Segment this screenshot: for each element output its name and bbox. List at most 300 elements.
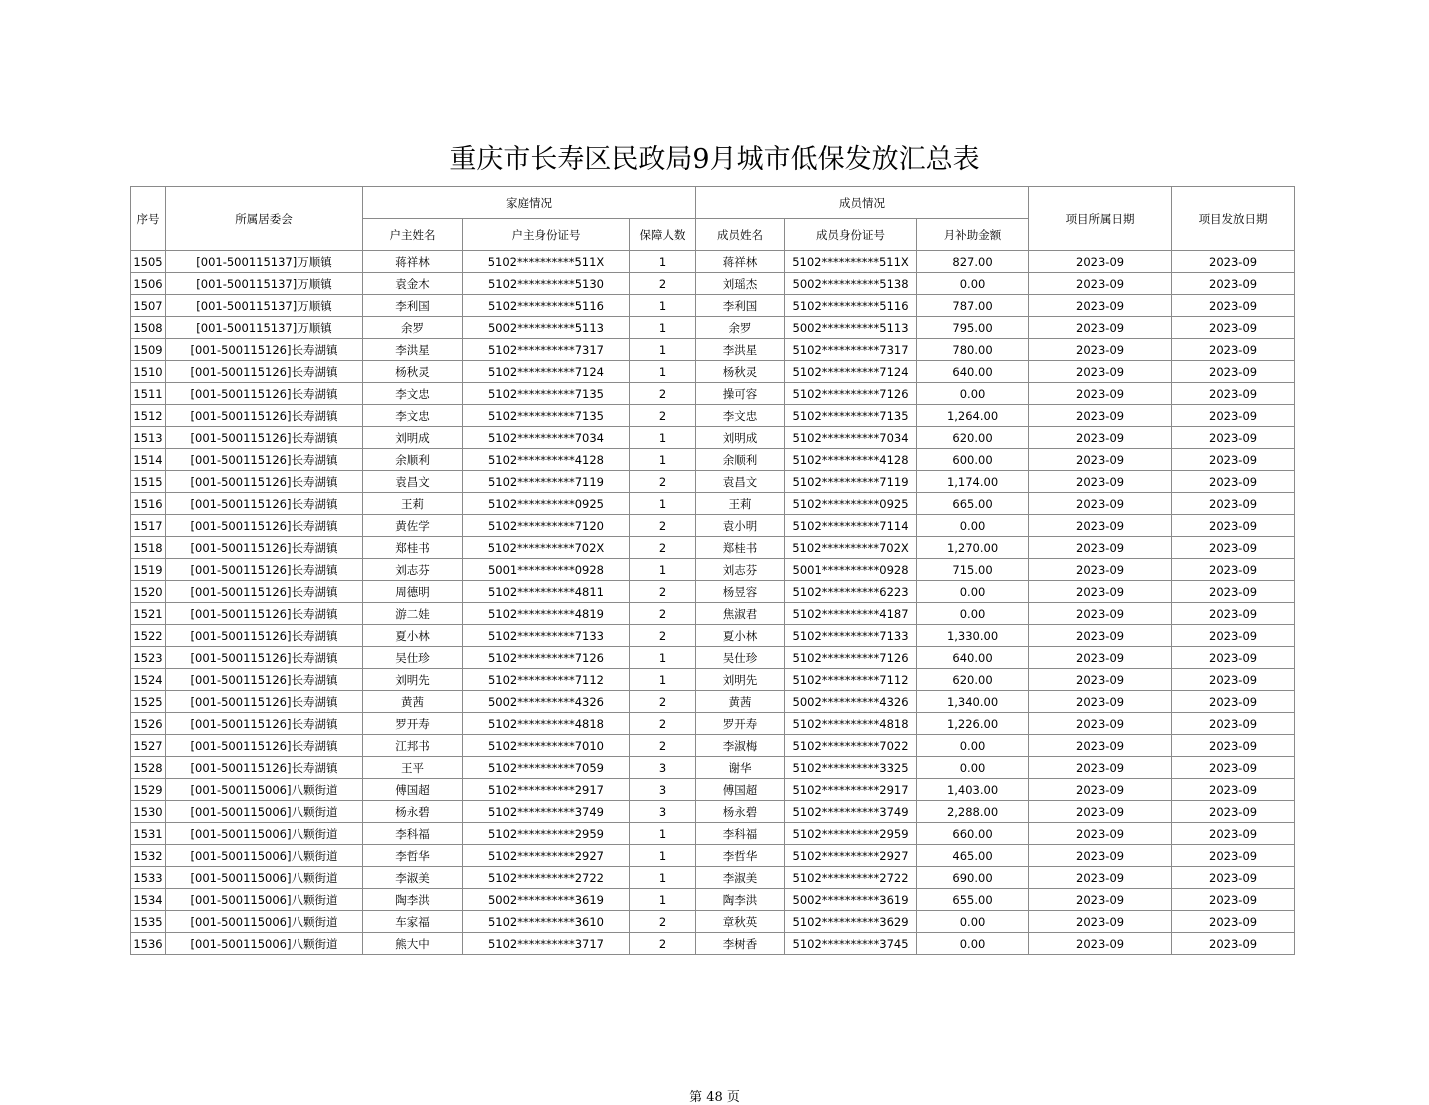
cell-member-name: 刘明先 (696, 669, 785, 691)
cell-project-date: 2023-09 (1029, 317, 1172, 339)
cell-head-id: 5102**********2917 (463, 779, 630, 801)
cell-head-id: 5102**********4811 (463, 581, 630, 603)
cell-member-name: 李洪星 (696, 339, 785, 361)
cell-count: 1 (630, 889, 696, 911)
cell-member-name: 陶李洪 (696, 889, 785, 911)
cell-count: 2 (630, 603, 696, 625)
cell-count: 1 (630, 845, 696, 867)
cell-project-date: 2023-09 (1029, 647, 1172, 669)
cell-head-name: 黄佐学 (363, 515, 463, 537)
cell-seq: 1520 (131, 581, 166, 603)
cell-committee: [001-500115126]长寿湖镇 (166, 603, 363, 625)
header-committee: 所属居委会 (166, 187, 363, 251)
cell-member-name: 刘志芬 (696, 559, 785, 581)
cell-issue-date: 2023-09 (1172, 647, 1295, 669)
cell-member-name: 傅国超 (696, 779, 785, 801)
cell-count: 2 (630, 515, 696, 537)
cell-amount: 1,174.00 (917, 471, 1029, 493)
cell-committee: [001-500115006]八颗街道 (166, 779, 363, 801)
table-row (131, 317, 1295, 339)
header-head-name: 户主姓名 (363, 219, 463, 251)
cell-amount: 665.00 (917, 493, 1029, 515)
cell-count: 1 (630, 339, 696, 361)
cell-head-name: 周德明 (363, 581, 463, 603)
cell-head-id: 5102**********4819 (463, 603, 630, 625)
cell-amount: 640.00 (917, 647, 1029, 669)
table-row (131, 823, 1295, 845)
cell-issue-date: 2023-09 (1172, 295, 1295, 317)
cell-head-name: 傅国超 (363, 779, 463, 801)
cell-issue-date: 2023-09 (1172, 735, 1295, 757)
cell-project-date: 2023-09 (1029, 845, 1172, 867)
cell-head-name: 车家福 (363, 911, 463, 933)
cell-head-name: 余罗 (363, 317, 463, 339)
cell-member-name: 谢华 (696, 757, 785, 779)
cell-seq: 1529 (131, 779, 166, 801)
cell-committee: [001-500115137]万顺镇 (166, 317, 363, 339)
table-row (131, 691, 1295, 713)
cell-head-name: 江邦书 (363, 735, 463, 757)
cell-issue-date: 2023-09 (1172, 933, 1295, 955)
cell-member-id: 5102**********3745 (785, 933, 917, 955)
cell-amount: 0.00 (917, 581, 1029, 603)
cell-seq: 1527 (131, 735, 166, 757)
cell-count: 3 (630, 801, 696, 823)
cell-head-name: 吴仕珍 (363, 647, 463, 669)
cell-amount: 780.00 (917, 339, 1029, 361)
table-row (131, 647, 1295, 669)
cell-count: 1 (630, 295, 696, 317)
cell-member-id: 5102**********3749 (785, 801, 917, 823)
cell-seq: 1505 (131, 251, 166, 273)
cell-project-date: 2023-09 (1029, 735, 1172, 757)
cell-seq: 1512 (131, 405, 166, 427)
cell-count: 2 (630, 625, 696, 647)
cell-issue-date: 2023-09 (1172, 713, 1295, 735)
cell-head-name: 游二娃 (363, 603, 463, 625)
table-row (131, 383, 1295, 405)
cell-issue-date: 2023-09 (1172, 339, 1295, 361)
cell-issue-date: 2023-09 (1172, 251, 1295, 273)
cell-head-name: 李文忠 (363, 383, 463, 405)
table-row (131, 251, 1295, 273)
cell-head-id: 5102**********7135 (463, 383, 630, 405)
cell-committee: [001-500115006]八颗街道 (166, 911, 363, 933)
cell-head-id: 5102**********2722 (463, 867, 630, 889)
cell-amount: 827.00 (917, 251, 1029, 273)
cell-head-id: 5102**********3610 (463, 911, 630, 933)
cell-member-name: 袁小明 (696, 515, 785, 537)
header-member-group: 成员情况 (696, 187, 1029, 219)
table-row (131, 669, 1295, 691)
cell-seq: 1514 (131, 449, 166, 471)
cell-count: 1 (630, 251, 696, 273)
table-row (131, 713, 1295, 735)
cell-head-id: 5001**********0928 (463, 559, 630, 581)
cell-amount: 0.00 (917, 933, 1029, 955)
cell-committee: [001-500115126]长寿湖镇 (166, 559, 363, 581)
cell-count: 2 (630, 471, 696, 493)
cell-issue-date: 2023-09 (1172, 449, 1295, 471)
cell-count: 2 (630, 691, 696, 713)
cell-member-id: 5102**********7034 (785, 427, 917, 449)
cell-count: 1 (630, 867, 696, 889)
cell-member-name: 罗开寿 (696, 713, 785, 735)
cell-issue-date: 2023-09 (1172, 559, 1295, 581)
cell-head-id: 5102**********7133 (463, 625, 630, 647)
cell-head-name: 袁金木 (363, 273, 463, 295)
cell-member-id: 5102**********4818 (785, 713, 917, 735)
cell-member-id: 5002**********4326 (785, 691, 917, 713)
cell-amount: 640.00 (917, 361, 1029, 383)
cell-head-id: 5102**********7059 (463, 757, 630, 779)
cell-head-name: 李淑美 (363, 867, 463, 889)
table-row (131, 779, 1295, 801)
cell-committee: [001-500115137]万顺镇 (166, 251, 363, 273)
cell-head-name: 李哲华 (363, 845, 463, 867)
cell-project-date: 2023-09 (1029, 801, 1172, 823)
cell-member-id: 5001**********0928 (785, 559, 917, 581)
cell-project-date: 2023-09 (1029, 867, 1172, 889)
cell-project-date: 2023-09 (1029, 339, 1172, 361)
table-row (131, 493, 1295, 515)
cell-member-name: 刘明成 (696, 427, 785, 449)
cell-head-name: 刘明先 (363, 669, 463, 691)
cell-seq: 1533 (131, 867, 166, 889)
cell-seq: 1519 (131, 559, 166, 581)
cell-head-name: 罗开寿 (363, 713, 463, 735)
cell-project-date: 2023-09 (1029, 427, 1172, 449)
cell-issue-date: 2023-09 (1172, 757, 1295, 779)
cell-member-id: 5102**********3325 (785, 757, 917, 779)
cell-amount: 620.00 (917, 669, 1029, 691)
cell-project-date: 2023-09 (1029, 471, 1172, 493)
cell-project-date: 2023-09 (1029, 449, 1172, 471)
cell-project-date: 2023-09 (1029, 383, 1172, 405)
cell-head-name: 李文忠 (363, 405, 463, 427)
cell-committee: [001-500115126]长寿湖镇 (166, 713, 363, 735)
cell-head-id: 5102**********7126 (463, 647, 630, 669)
cell-issue-date: 2023-09 (1172, 845, 1295, 867)
cell-seq: 1534 (131, 889, 166, 911)
cell-member-name: 杨昱容 (696, 581, 785, 603)
cell-committee: [001-500115006]八颗街道 (166, 933, 363, 955)
cell-amount: 0.00 (917, 273, 1029, 295)
header-project-date: 项目所属日期 (1029, 187, 1172, 251)
cell-seq: 1516 (131, 493, 166, 515)
cell-committee: [001-500115126]长寿湖镇 (166, 735, 363, 757)
cell-amount: 0.00 (917, 757, 1029, 779)
cell-member-id: 5102**********7135 (785, 405, 917, 427)
cell-amount: 1,403.00 (917, 779, 1029, 801)
cell-member-id: 5102**********7112 (785, 669, 917, 691)
cell-head-id: 5102**********3717 (463, 933, 630, 955)
cell-seq: 1528 (131, 757, 166, 779)
table-row (131, 515, 1295, 537)
cell-project-date: 2023-09 (1029, 625, 1172, 647)
cell-committee: [001-500115126]长寿湖镇 (166, 625, 363, 647)
cell-member-id: 5102**********7126 (785, 647, 917, 669)
cell-member-name: 刘瑶杰 (696, 273, 785, 295)
cell-seq: 1523 (131, 647, 166, 669)
cell-count: 2 (630, 537, 696, 559)
cell-member-id: 5102**********2722 (785, 867, 917, 889)
cell-issue-date: 2023-09 (1172, 867, 1295, 889)
cell-project-date: 2023-09 (1029, 757, 1172, 779)
cell-member-id: 5102**********4128 (785, 449, 917, 471)
cell-issue-date: 2023-09 (1172, 405, 1295, 427)
table-row (131, 867, 1295, 889)
table-row (131, 625, 1295, 647)
cell-count: 2 (630, 383, 696, 405)
cell-count: 1 (630, 493, 696, 515)
cell-member-name: 夏小林 (696, 625, 785, 647)
cell-issue-date: 2023-09 (1172, 581, 1295, 603)
cell-count: 1 (630, 559, 696, 581)
cell-count: 2 (630, 405, 696, 427)
cell-seq: 1522 (131, 625, 166, 647)
cell-count: 1 (630, 669, 696, 691)
cell-count: 3 (630, 757, 696, 779)
cell-count: 1 (630, 317, 696, 339)
cell-member-name: 余顺利 (696, 449, 785, 471)
cell-count: 1 (630, 449, 696, 471)
cell-committee: [001-500115126]长寿湖镇 (166, 383, 363, 405)
cell-issue-date: 2023-09 (1172, 427, 1295, 449)
cell-seq: 1524 (131, 669, 166, 691)
table-row (131, 757, 1295, 779)
header-member-id: 成员身份证号 (785, 219, 917, 251)
cell-issue-date: 2023-09 (1172, 603, 1295, 625)
cell-head-name: 陶李洪 (363, 889, 463, 911)
cell-seq: 1535 (131, 911, 166, 933)
cell-committee: [001-500115006]八颗街道 (166, 889, 363, 911)
cell-member-name: 王莉 (696, 493, 785, 515)
cell-head-id: 5102**********2927 (463, 845, 630, 867)
cell-committee: [001-500115126]长寿湖镇 (166, 581, 363, 603)
table-row (131, 361, 1295, 383)
table-row (131, 339, 1295, 361)
cell-committee: [001-500115006]八颗街道 (166, 801, 363, 823)
cell-seq: 1511 (131, 383, 166, 405)
cell-issue-date: 2023-09 (1172, 625, 1295, 647)
cell-amount: 0.00 (917, 735, 1029, 757)
cell-head-name: 李利国 (363, 295, 463, 317)
cell-count: 2 (630, 581, 696, 603)
cell-project-date: 2023-09 (1029, 713, 1172, 735)
cell-member-id: 5102**********2927 (785, 845, 917, 867)
table-row (131, 471, 1295, 493)
cell-amount: 600.00 (917, 449, 1029, 471)
cell-member-id: 5102**********7124 (785, 361, 917, 383)
cell-amount: 0.00 (917, 603, 1029, 625)
cell-seq: 1517 (131, 515, 166, 537)
table-row (131, 537, 1295, 559)
cell-member-id: 5102**********2917 (785, 779, 917, 801)
cell-member-name: 杨永碧 (696, 801, 785, 823)
cell-committee: [001-500115126]长寿湖镇 (166, 405, 363, 427)
cell-head-id: 5102**********2959 (463, 823, 630, 845)
cell-amount: 1,270.00 (917, 537, 1029, 559)
cell-head-name: 蒋祥林 (363, 251, 463, 273)
cell-member-name: 李文忠 (696, 405, 785, 427)
cell-project-date: 2023-09 (1029, 933, 1172, 955)
cell-project-date: 2023-09 (1029, 405, 1172, 427)
cell-issue-date: 2023-09 (1172, 273, 1295, 295)
cell-member-name: 李科福 (696, 823, 785, 845)
table-row (131, 449, 1295, 471)
cell-member-id: 5102**********6223 (785, 581, 917, 603)
cell-head-id: 5102**********702X (463, 537, 630, 559)
cell-seq: 1536 (131, 933, 166, 955)
cell-member-id: 5102**********7119 (785, 471, 917, 493)
cell-issue-date: 2023-09 (1172, 691, 1295, 713)
cell-issue-date: 2023-09 (1172, 823, 1295, 845)
cell-member-name: 蒋祥林 (696, 251, 785, 273)
cell-seq: 1518 (131, 537, 166, 559)
header-seq: 序号 (131, 187, 166, 251)
cell-member-name: 袁昌文 (696, 471, 785, 493)
cell-issue-date: 2023-09 (1172, 801, 1295, 823)
table-header (131, 187, 1295, 251)
cell-member-id: 5102**********7126 (785, 383, 917, 405)
cell-member-id: 5102**********7133 (785, 625, 917, 647)
cell-seq: 1513 (131, 427, 166, 449)
cell-head-name: 黄茜 (363, 691, 463, 713)
cell-member-id: 5102**********2959 (785, 823, 917, 845)
table-row (131, 911, 1295, 933)
cell-project-date: 2023-09 (1029, 537, 1172, 559)
cell-committee: [001-500115126]长寿湖镇 (166, 691, 363, 713)
cell-project-date: 2023-09 (1029, 515, 1172, 537)
cell-project-date: 2023-09 (1029, 581, 1172, 603)
cell-head-id: 5102**********7124 (463, 361, 630, 383)
document-title: 重庆市长寿区民政局9月城市低保发放汇总表 (449, 144, 980, 175)
cell-amount: 1,226.00 (917, 713, 1029, 735)
table-row (131, 405, 1295, 427)
cell-committee: [001-500115126]长寿湖镇 (166, 515, 363, 537)
cell-amount: 715.00 (917, 559, 1029, 581)
cell-issue-date: 2023-09 (1172, 317, 1295, 339)
cell-count: 2 (630, 735, 696, 757)
cell-issue-date: 2023-09 (1172, 911, 1295, 933)
cell-member-name: 焦淑君 (696, 603, 785, 625)
cell-amount: 0.00 (917, 911, 1029, 933)
cell-member-id: 5102**********4187 (785, 603, 917, 625)
cell-seq: 1531 (131, 823, 166, 845)
header-head-id: 户主身份证号 (463, 219, 630, 251)
table-row (131, 735, 1295, 757)
cell-amount: 655.00 (917, 889, 1029, 911)
cell-project-date: 2023-09 (1029, 559, 1172, 581)
cell-head-id: 5102**********7135 (463, 405, 630, 427)
cell-count: 2 (630, 933, 696, 955)
cell-issue-date: 2023-09 (1172, 779, 1295, 801)
header-count: 保障人数 (630, 219, 696, 251)
cell-seq: 1510 (131, 361, 166, 383)
cell-member-id: 5102**********7317 (785, 339, 917, 361)
header-family-group: 家庭情况 (363, 187, 696, 219)
cell-amount: 465.00 (917, 845, 1029, 867)
cell-member-name: 杨秋灵 (696, 361, 785, 383)
cell-member-name: 黄茜 (696, 691, 785, 713)
cell-member-name: 郑桂书 (696, 537, 785, 559)
cell-committee: [001-500115006]八颗街道 (166, 867, 363, 889)
table-body (131, 251, 1295, 955)
cell-count: 1 (630, 823, 696, 845)
cell-head-name: 夏小林 (363, 625, 463, 647)
cell-head-id: 5102**********0925 (463, 493, 630, 515)
cell-seq: 1507 (131, 295, 166, 317)
cell-committee: [001-500115126]长寿湖镇 (166, 647, 363, 669)
cell-head-id: 5102**********7112 (463, 669, 630, 691)
table-row (131, 273, 1295, 295)
cell-head-id: 5102**********7010 (463, 735, 630, 757)
cell-issue-date: 2023-09 (1172, 537, 1295, 559)
cell-member-id: 5102**********5116 (785, 295, 917, 317)
table-row (131, 581, 1295, 603)
cell-head-name: 李科福 (363, 823, 463, 845)
cell-head-name: 刘志芬 (363, 559, 463, 581)
cell-member-name: 章秋英 (696, 911, 785, 933)
cell-project-date: 2023-09 (1029, 493, 1172, 515)
cell-committee: [001-500115006]八颗街道 (166, 845, 363, 867)
cell-committee: [001-500115126]长寿湖镇 (166, 537, 363, 559)
cell-head-name: 郑桂书 (363, 537, 463, 559)
cell-member-id: 5102**********7022 (785, 735, 917, 757)
cell-committee: [001-500115126]长寿湖镇 (166, 757, 363, 779)
cell-head-name: 李洪星 (363, 339, 463, 361)
cell-head-id: 5102**********3749 (463, 801, 630, 823)
cell-amount: 2,288.00 (917, 801, 1029, 823)
cell-member-id: 5002**********5138 (785, 273, 917, 295)
table-row (131, 801, 1295, 823)
cell-committee: [001-500115126]长寿湖镇 (166, 471, 363, 493)
cell-project-date: 2023-09 (1029, 691, 1172, 713)
cell-head-id: 5002**********4326 (463, 691, 630, 713)
cell-head-name: 袁昌文 (363, 471, 463, 493)
table-row (131, 559, 1295, 581)
table-row (131, 603, 1295, 625)
cell-head-id: 5102**********7119 (463, 471, 630, 493)
header-issue-date: 项目发放日期 (1172, 187, 1295, 251)
cell-project-date: 2023-09 (1029, 889, 1172, 911)
cell-issue-date: 2023-09 (1172, 669, 1295, 691)
cell-count: 1 (630, 647, 696, 669)
cell-count: 2 (630, 713, 696, 735)
cell-committee: [001-500115126]长寿湖镇 (166, 361, 363, 383)
cell-head-name: 王莉 (363, 493, 463, 515)
cell-head-name: 刘明成 (363, 427, 463, 449)
cell-member-id: 5002**********5113 (785, 317, 917, 339)
cell-issue-date: 2023-09 (1172, 471, 1295, 493)
cell-project-date: 2023-09 (1029, 603, 1172, 625)
cell-project-date: 2023-09 (1029, 911, 1172, 933)
cell-member-name: 操可容 (696, 383, 785, 405)
cell-seq: 1526 (131, 713, 166, 735)
cell-count: 2 (630, 273, 696, 295)
cell-committee: [001-500115126]长寿湖镇 (166, 449, 363, 471)
cell-committee: [001-500115137]万顺镇 (166, 295, 363, 317)
cell-project-date: 2023-09 (1029, 823, 1172, 845)
table-row (131, 427, 1295, 449)
header-member-name: 成员姓名 (696, 219, 785, 251)
cell-amount: 0.00 (917, 515, 1029, 537)
cell-committee: [001-500115137]万顺镇 (166, 273, 363, 295)
table-row (131, 933, 1295, 955)
cell-member-id: 5002**********3619 (785, 889, 917, 911)
cell-member-id: 5102**********3629 (785, 911, 917, 933)
